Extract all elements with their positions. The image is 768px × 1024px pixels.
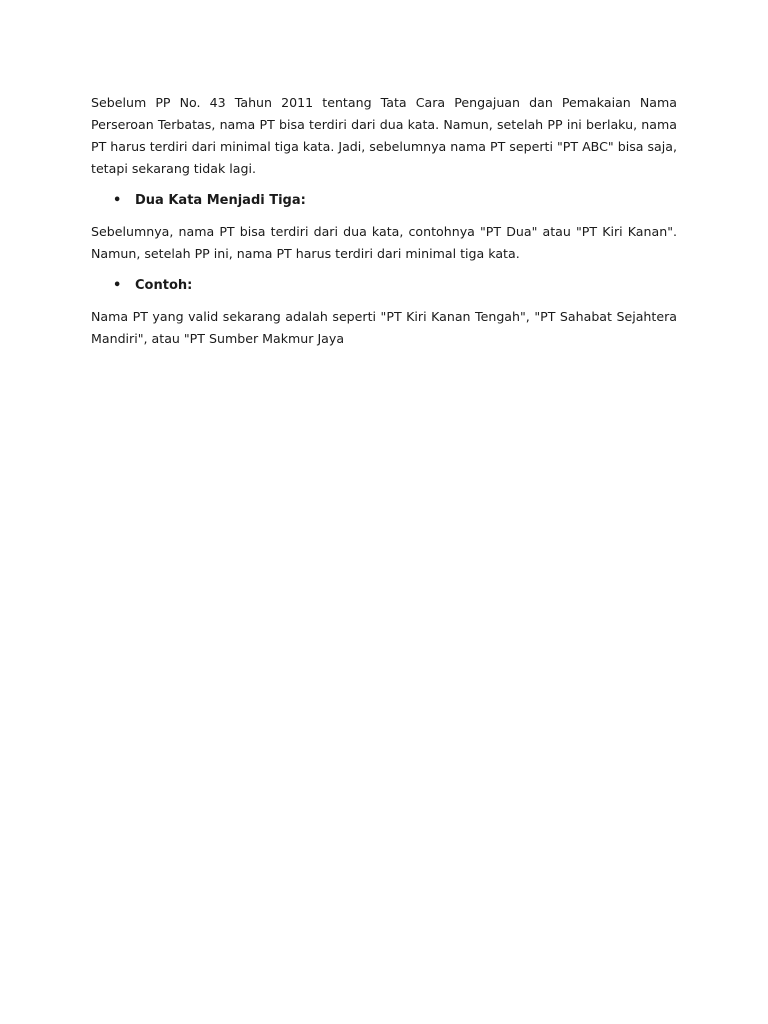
- explanation-paragraph: Sebelumnya, nama PT bisa terdiri dari dua kata, contohnya "PT Dua" atau "PT Kiri Kanan". Namun, setelah PP ini, nama PT harus terdiri dari minimal tiga kata.: [91, 224, 677, 261]
- bullet-marker-icon: •: [113, 193, 122, 208]
- document-body: [91, 92, 677, 350]
- bullet-heading-text: Dua Kata Menjadi Tiga:: [135, 193, 306, 208]
- bullet-heading-contoh: [91, 275, 677, 297]
- bullet-heading-text: Contoh:: [135, 278, 193, 293]
- bullet-marker-icon: •: [113, 278, 122, 293]
- example-paragraph: Nama PT yang valid sekarang adalah seperti "PT Kiri Kanan Tengah", "PT Sahabat Sejahtera Mandiri", atau "PT Sumber Makmur Jaya: [91, 309, 677, 346]
- bullet-heading-dua-kata: [91, 190, 677, 212]
- intro-paragraph: Sebelum PP No. 43 Tahun 2011 tentang Tata Cara Pengajuan dan Pemakaian Nama Perseroan Terbatas, nama PT bisa terdiri dari dua kata. Namun, setelah PP ini berlaku, nama PT harus terdiri dari minimal tiga kata. Jadi, sebelumnya nama PT seperti "PT ABC" bisa saja, tetapi sekarang tidak lagi.: [91, 95, 677, 176]
